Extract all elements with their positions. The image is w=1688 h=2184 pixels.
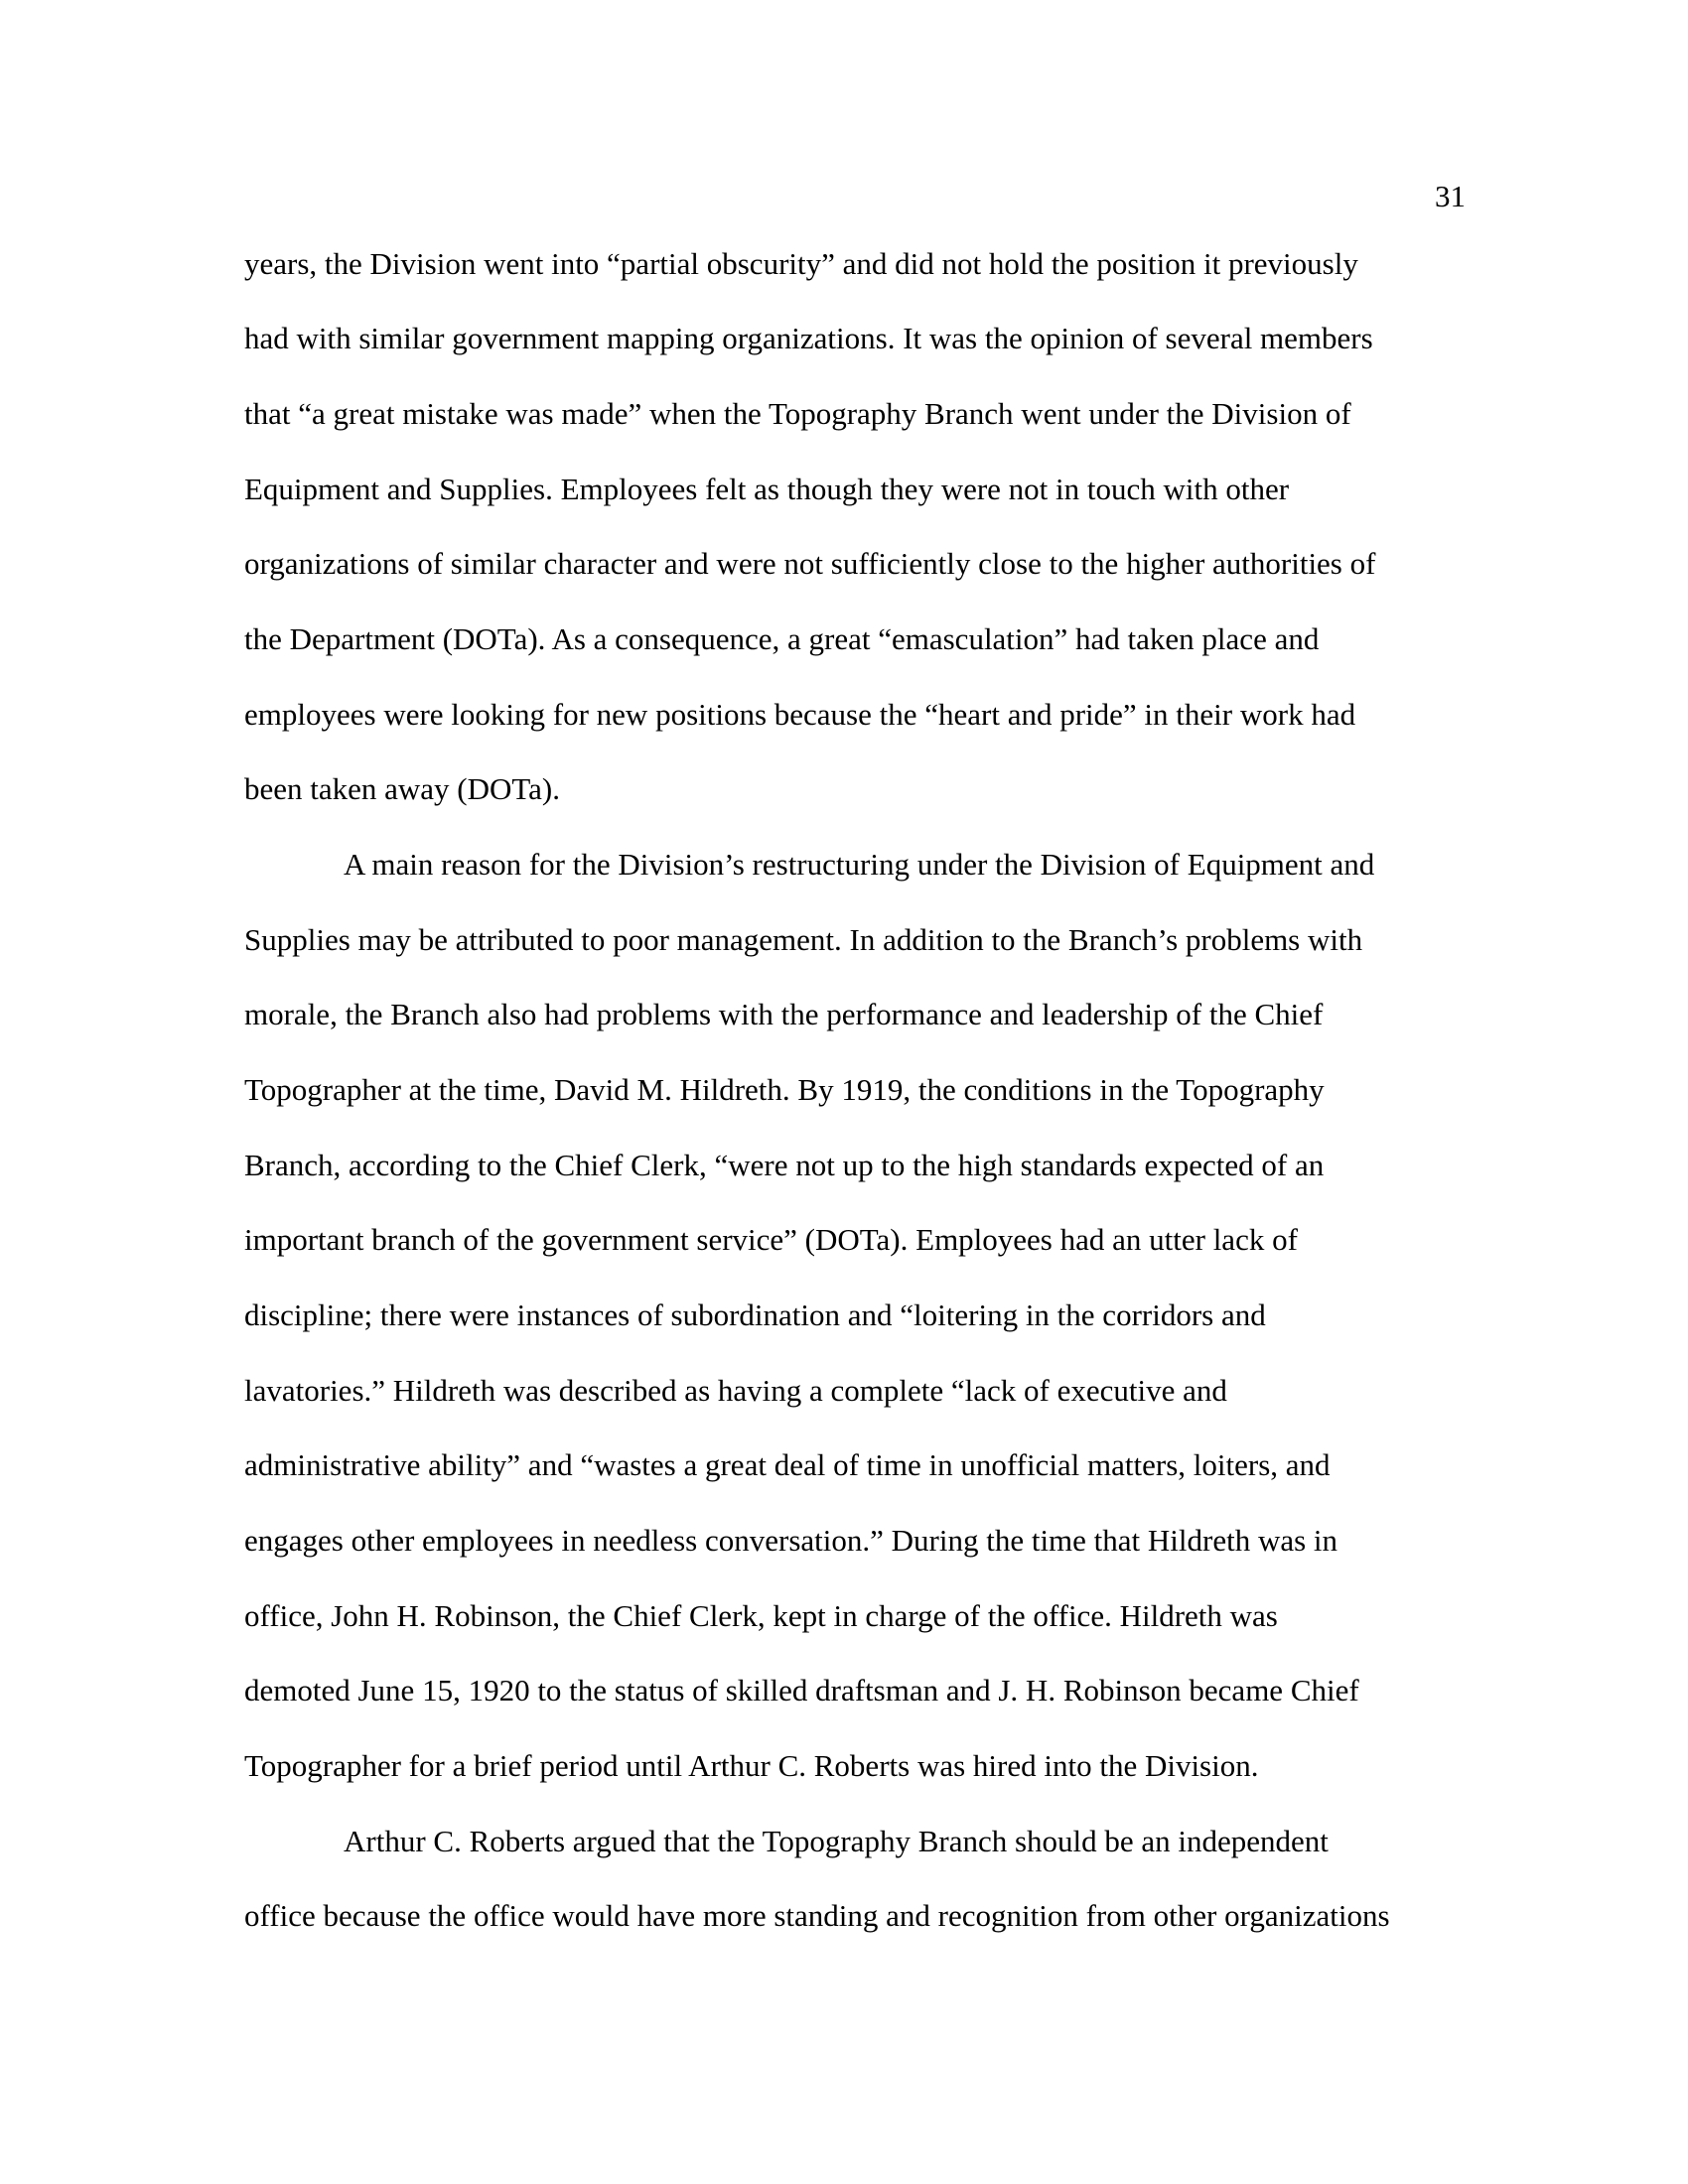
- text-line: office because the office would have more standing and recognition from other organizations: [244, 1898, 1390, 1933]
- text-line: been taken away (DOTa).: [244, 771, 561, 806]
- text-line: A main reason for the Division’s restructuring under the Division of Equipment and: [344, 847, 1375, 882]
- text-line: administrative ability” and “wastes a great deal of time in unofficial matters, loiters, and: [244, 1447, 1331, 1482]
- text-line: demoted June 15, 1920 to the status of skilled draftsman and J. H. Robinson became Chief: [244, 1673, 1359, 1707]
- text-line: Topographer for a brief period until Arthur C. Roberts was hired into the Division.: [244, 1748, 1259, 1783]
- text-line: discipline; there were instances of subordination and “loitering in the corridors and: [244, 1297, 1266, 1332]
- text-line: organizations of similar character and were not sufficiently close to the higher authorities of: [244, 546, 1376, 581]
- text-line: Supplies may be attributed to poor management. In addition to the Branch’s problems with: [244, 922, 1363, 957]
- text-line: employees were looking for new positions because the “heart and pride” in their work had: [244, 697, 1356, 732]
- text-line: morale, the Branch also had problems with the performance and leadership of the Chief: [244, 997, 1324, 1031]
- text-line: Arthur C. Roberts argued that the Topography Branch should be an independent: [344, 1824, 1329, 1858]
- text-line: had with similar government mapping organizations. It was the opinion of several members: [244, 321, 1373, 355]
- text-line: lavatories.” Hildreth was described as having a complete “lack of executive and: [244, 1373, 1227, 1408]
- text-line: years, the Division went into “partial obscurity” and did not hold the position it previously: [244, 246, 1358, 281]
- text-line: office, John H. Robinson, the Chief Clerk, kept in charge of the office. Hildreth was: [244, 1598, 1278, 1633]
- text-line: important branch of the government service” (DOTa). Employees had an utter lack of: [244, 1222, 1298, 1257]
- text-line: Equipment and Supplies. Employees felt as though they were not in touch with other: [244, 472, 1290, 506]
- text-line: the Department (DOTa). As a consequence, a great “emasculation” had taken place and: [244, 621, 1320, 656]
- page-number: 31: [1435, 179, 1466, 213]
- text-line: that “a great mistake was made” when the Topography Branch went under the Division of: [244, 396, 1351, 431]
- text-line: Topographer at the time, David M. Hildreth. By 1919, the conditions in the Topography: [244, 1072, 1325, 1107]
- text-line: engages other employees in needless conversation.” During the time that Hildreth was in: [244, 1523, 1338, 1558]
- text-line: Branch, according to the Chief Clerk, “were not up to the high standards expected of an: [244, 1148, 1325, 1182]
